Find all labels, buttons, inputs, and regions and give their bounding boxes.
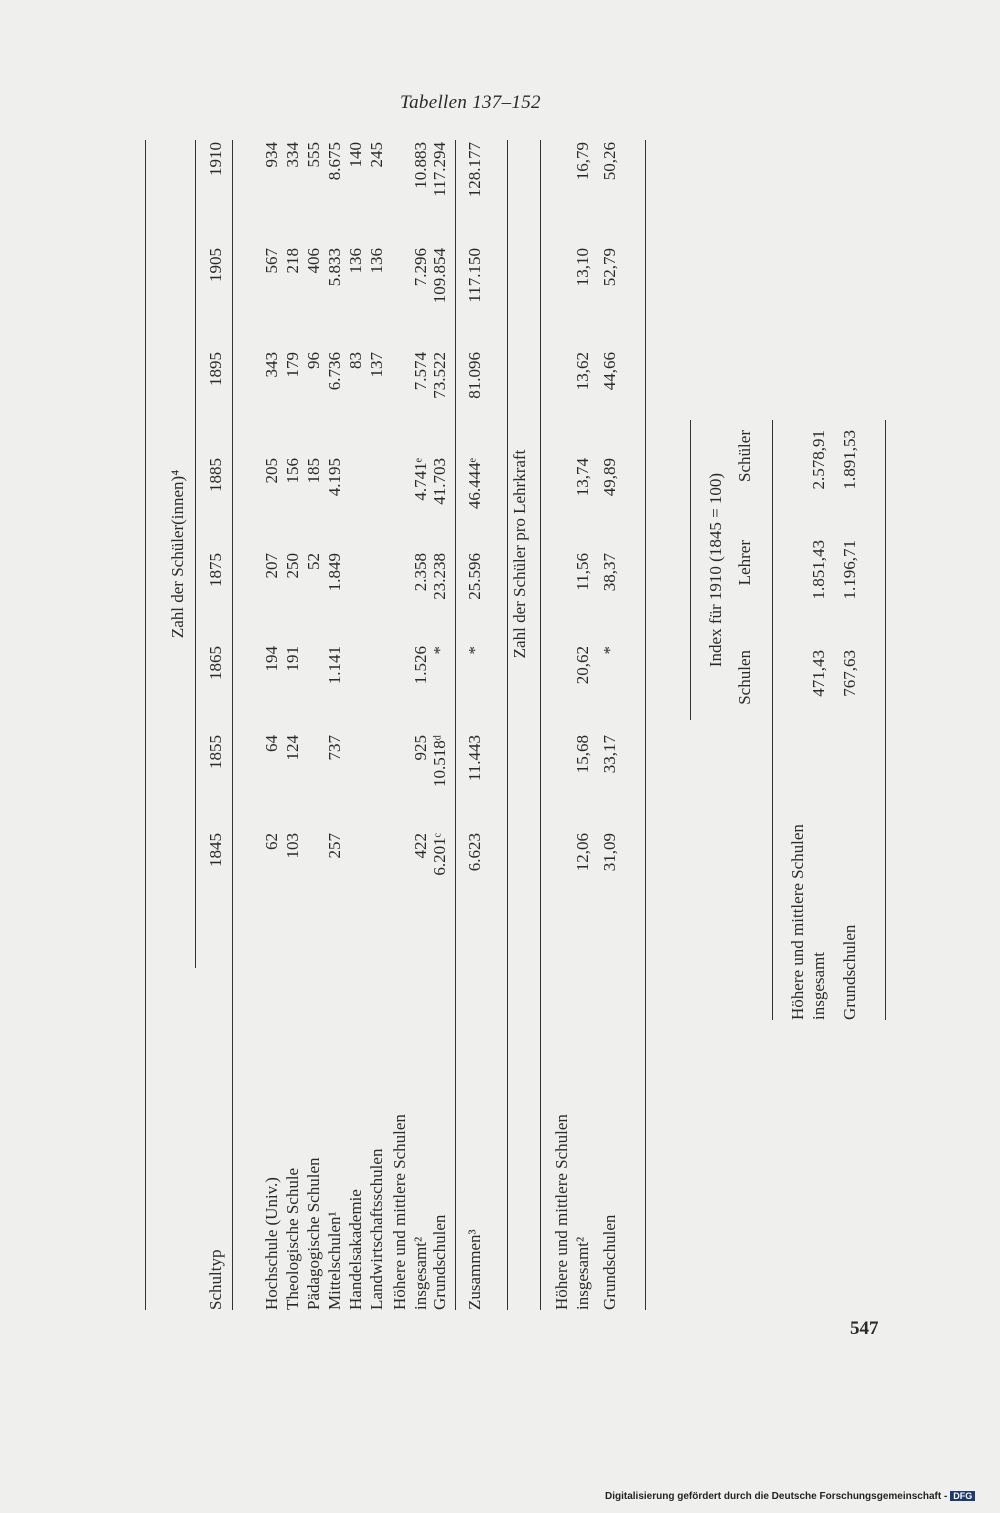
table-cell: 10.518ᵈ — [430, 735, 449, 788]
group-header-rule — [195, 140, 196, 968]
row-label: Grundschulen — [600, 1214, 619, 1310]
header-bottom-rule — [232, 140, 233, 1310]
table-cell: 25.596 — [465, 553, 484, 600]
table-cell: 109.854 — [430, 248, 449, 304]
table-cell: * — [465, 646, 484, 655]
table-cell: 46.444ᵉ — [465, 458, 484, 510]
table-cell: 15,68 — [573, 735, 592, 774]
table-cell: * — [600, 646, 619, 655]
table-cell: 207 — [262, 553, 281, 579]
table-cell: 925 — [411, 735, 430, 761]
table-cell: 12,06 — [573, 833, 592, 872]
row-label: Grundschulen — [840, 924, 859, 1020]
table-cell: 4.195 — [325, 458, 344, 497]
table-cell: 406 — [304, 248, 323, 274]
table-cell: 555 — [304, 142, 323, 168]
row-label: Landwirtschaftsschulen — [367, 1148, 386, 1310]
table-cell: 13,74 — [573, 458, 592, 497]
table-cell: 33,17 — [600, 735, 619, 774]
row-label: Pädagogische Schulen — [304, 1157, 323, 1310]
table-cell: 103 — [283, 833, 302, 859]
table-cell: 471,43 — [809, 650, 828, 697]
table-cell: 23.238 — [430, 553, 449, 600]
table-cell: 117.294 — [430, 142, 449, 197]
year-header: 1910 — [206, 142, 225, 176]
table-cell: 6.736 — [325, 352, 344, 391]
table-cell: 1.526 — [411, 646, 430, 685]
index-top-rule — [690, 420, 691, 720]
table-cell: 1.891,53 — [840, 430, 859, 490]
table-top-rule — [145, 140, 146, 1310]
schultyp-header: Schultyp — [206, 1249, 225, 1310]
table-cell: 185 — [304, 458, 323, 484]
table-cell: 257 — [325, 833, 344, 859]
row-label: Grundschulen — [430, 1214, 449, 1310]
table-cell: 156 — [283, 458, 302, 484]
table-cell: 31,09 — [600, 833, 619, 872]
table-cell: 8.675 — [325, 142, 344, 181]
running-header: Tabellen 137–152 — [400, 92, 541, 113]
table-cell: 7.296 — [411, 248, 430, 287]
row-label: Theologische Schule — [283, 1167, 302, 1310]
table-cell: 6.201ᶜ — [430, 833, 449, 876]
row-label: Hochschule (Univ.) — [262, 1177, 281, 1310]
dfg-logo: DFG — [950, 1491, 975, 1501]
table-cell: 13,10 — [573, 248, 592, 287]
table-cell: 2.358 — [411, 553, 430, 592]
table-cell: 137 — [367, 352, 386, 378]
table-cell: 194 — [262, 646, 281, 672]
table-cell: * — [430, 646, 449, 655]
table-cell: 767,63 — [840, 650, 859, 697]
table-cell: 136 — [346, 248, 365, 274]
year-header: 1905 — [206, 248, 225, 282]
table-cell: 49,89 — [600, 458, 619, 497]
year-header: 1855 — [206, 735, 225, 769]
table-cell: 5.833 — [325, 248, 344, 287]
table-cell: 20,62 — [573, 646, 592, 685]
table-cell: 52 — [304, 553, 323, 570]
row-label: Höhere und mittlere Schulen — [390, 1114, 409, 1310]
index-header-rule — [772, 420, 773, 1020]
table-cell: 7.574 — [411, 352, 430, 391]
table-cell: 13,62 — [573, 352, 592, 391]
table-cell: 6.623 — [465, 833, 484, 872]
table-cell: 1.849 — [325, 553, 344, 592]
table2-top-rule — [540, 140, 541, 1310]
row-label-continued: insgesamt² — [573, 1236, 592, 1310]
table-cell: 16,79 — [573, 142, 592, 181]
table-cell: 140 — [346, 142, 365, 168]
table-cell: 73.522 — [430, 352, 449, 399]
year-header: 1895 — [206, 352, 225, 386]
table-cell: 11,56 — [573, 553, 592, 591]
table-cell: 128.177 — [465, 142, 484, 198]
page-number: 547 — [850, 1318, 879, 1339]
index-column-header: Schulen — [735, 650, 754, 705]
table-cell: 117.150 — [465, 248, 484, 303]
row-label-continued: insgesamt — [809, 952, 828, 1020]
table-cell: 205 — [262, 458, 281, 484]
table-cell: 4.741ᵉ — [411, 458, 430, 501]
table-cell: 567 — [262, 248, 281, 274]
table-cell: 124 — [283, 735, 302, 761]
table-cell: 62 — [262, 833, 281, 850]
table-cell: 2.578,91 — [809, 430, 828, 490]
table2-bottom-rule — [645, 140, 646, 1310]
index-column-header: Lehrer — [735, 540, 754, 586]
table-cell: 44,66 — [600, 352, 619, 391]
row-label: Handelsakademie — [346, 1189, 365, 1310]
pupils-per-teacher-title: Zahl der Schüler pro Lehrkraft — [510, 449, 529, 659]
index-bottom-rule — [885, 420, 886, 1020]
index-column-header: Schüler — [735, 430, 754, 482]
row-label-continued: insgesamt² — [411, 1236, 430, 1310]
table-cell: 50,26 — [600, 142, 619, 181]
table-cell: 64 — [262, 735, 281, 752]
table-cell: 81.096 — [465, 352, 484, 399]
table-cell: 10.883 — [411, 142, 430, 189]
table-cell: 83 — [346, 352, 365, 369]
table-cell: 1.851,43 — [809, 540, 828, 600]
pupil-count-header: Zahl der Schüler(innen)⁴ — [168, 469, 187, 639]
total-rule — [455, 140, 456, 1310]
table-cell: 179 — [283, 352, 302, 378]
rotated-statistics-table — [100, 110, 900, 1310]
table-cell: 41.703 — [430, 458, 449, 505]
table1-bottom-rule — [507, 140, 508, 1310]
table-cell: 136 — [367, 248, 386, 274]
year-header: 1875 — [206, 553, 225, 587]
table-cell: 1.196,71 — [840, 540, 859, 600]
row-label: Höhere und mittlere Schulen — [788, 824, 807, 1020]
table-cell: 343 — [262, 352, 281, 378]
table-cell: 96 — [304, 352, 323, 369]
table-cell: 422 — [411, 833, 430, 859]
row-label: Mittelschulen¹ — [325, 1211, 344, 1310]
table-cell: 737 — [325, 735, 344, 761]
table-cell: 245 — [367, 142, 386, 168]
year-header: 1845 — [206, 833, 225, 867]
year-header: 1865 — [206, 646, 225, 680]
year-header: 1885 — [206, 458, 225, 492]
table-cell: 218 — [283, 248, 302, 274]
table-cell: 11.443 — [465, 735, 484, 782]
table-cell: 934 — [262, 142, 281, 168]
index-title: Index für 1910 (1845 = 100) — [706, 472, 725, 668]
table-cell: 250 — [283, 553, 302, 579]
table-cell: 1.141 — [325, 646, 344, 685]
table-cell: 334 — [283, 142, 302, 168]
row-label: Höhere und mittlere Schulen — [552, 1114, 571, 1310]
table-cell: 191 — [283, 646, 302, 672]
row-label: Zusammen³ — [465, 1229, 484, 1310]
table-cell: 38,37 — [600, 553, 619, 592]
footer-credit — [605, 1491, 975, 1502]
table-cell: 52,79 — [600, 248, 619, 287]
footer-text: Digitalisierung gefördert durch die Deutsche Forschungsgemeinschaft - — [605, 1491, 948, 1502]
